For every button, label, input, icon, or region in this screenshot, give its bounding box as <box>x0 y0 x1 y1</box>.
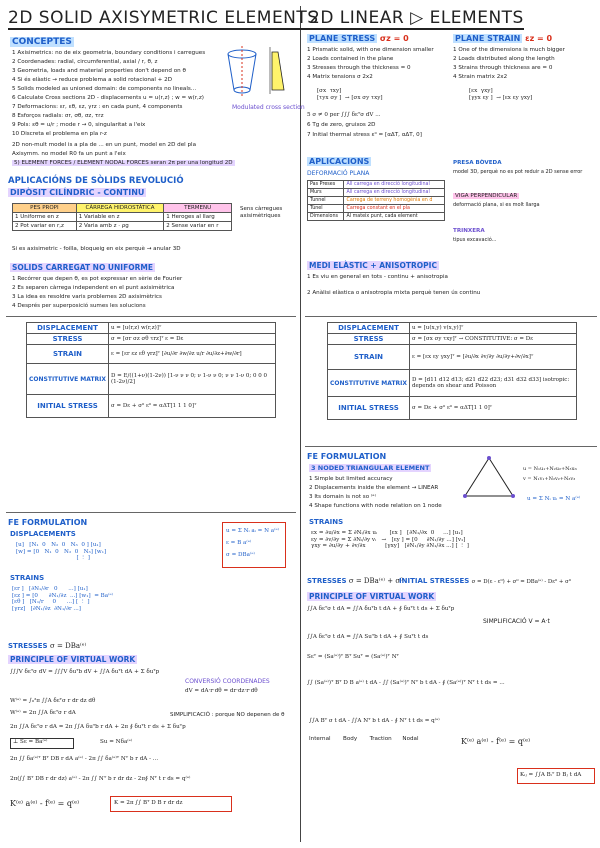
app-note: Si es axisimetric - foilla, bloqueig en eix perquè → anular 3D <box>12 246 181 252</box>
app-cell: 2 Pot variar en r,z <box>13 222 77 231</box>
section-rule <box>6 512 296 513</box>
row-key: DISPLACEMENT <box>328 323 410 334</box>
viga-line: VIGA PERPENDICULAR <box>455 193 518 199</box>
displacements-heading: DISPLACEMENTS <box>10 530 76 538</box>
tri-3: 3 Its domain is not so ⁽ᵉ⁾ <box>309 494 376 500</box>
apps-cell: Carrega constant en el pla <box>344 205 445 213</box>
row-val: σ = [σr σz σθ τrz]ᵀ ε = Dε <box>109 334 276 345</box>
concept-7: 7 Deformacions: εr, εθ, εz, γrz : en cada punt, 4 components <box>12 104 183 110</box>
presa-text: model 3D, perquè no es pot reduir a 2D sense error <box>453 169 583 175</box>
plane-stress-1: 1 Prismatic solid, with one dimension smaller <box>307 47 434 53</box>
pvw-heading: PRINCIPLE OF VIRTUAL WORK <box>10 655 136 664</box>
row-key: CONSTITUTIVE MATRIX <box>27 364 109 395</box>
app-header-1: PES PROPI <box>13 204 77 213</box>
plane-stress-heading: PLANE STRESS σz = 0 <box>309 34 409 43</box>
apps-cell: Al mateix punt, cada element <box>344 213 445 221</box>
apps-cell: All carrega en direcció longitudinal <box>344 181 445 189</box>
apps-cell: Túnel <box>308 205 344 213</box>
tri-eq: u = Σ Nᵢ uᵢ = N a⁽ᵉ⁾ <box>527 496 581 502</box>
pvw-expanded-1: W⁽ᵉ⁾ = ∫₀²π ∫∫A δεᵀσ r dr dz dθ <box>10 698 96 704</box>
stiffness-expansion-2: 2π(∫∫ Bᵀ DB r dr dz) a⁽ᵉ⁾ - 2π ∫∫ Nᵀ b r dr dz - 2π∮ Nᵀ t r ds = q⁽ᵉ⁾ <box>10 776 191 782</box>
stresses-line: STRESSES σ = DBa⁽ᵉ⁾ + σ⁰ <box>307 577 403 585</box>
strain-matrix: εx = ∂u/∂x = Σ ∂Nᵢ/∂x uᵢ [εx ] [∂N₁/∂x 0 ...] [u₁] εy = ∂v/∂y = Σ ∂Nᵢ/∂y vᵢ → [εy ] = [0 ∂N₁/∂y ...] [v₁] γxy = ∂u/∂y + ∂v/∂x [γxy] [∂N₁/∂y ∂N₁/∂x ...] [ ⋮ ] <box>311 530 469 549</box>
pvw-heading: PRINCIPLE OF VIRTUAL WORK <box>309 592 435 601</box>
section-rule <box>305 316 597 317</box>
pvw-r-2: Sεᵀ = (Sa⁽ᵉ⁾)ᵀ Bᵀ Suᵀ = (Sa⁽ᵉ⁾)ᵀ Nᵀ <box>307 654 399 660</box>
app-header-3: TERMENU <box>164 204 232 213</box>
pvw-expanded-2: W⁽ᵉ⁾ = 2π ∫∫A δεᵀσ r dA <box>10 710 76 716</box>
deposit-heading: DIPÒSIT CILÍNDRIC - CONTINU <box>10 188 145 197</box>
trinxera-text: tipus excavació... <box>453 237 497 243</box>
medi-1: 1 Es viu en general en tots - continu + anisotropia <box>307 274 448 280</box>
tri-interp-1: u = N₁u₁+N₂u₂+N₃u₃ <box>523 466 577 472</box>
tri-4: 4 Shape functions with node relation on 1 node <box>309 503 442 509</box>
concept-1: 1 Axisimetrics: no de eix geometria, boundary conditions i carregues <box>12 50 206 56</box>
apps-heading: APLICACIONS <box>309 157 370 166</box>
row-val: u = [u(r,z) w(r,z)]ᵀ <box>109 323 276 334</box>
plane-strain-heading: PLANE STRAIN εz = 0 <box>455 34 553 43</box>
strains-heading: STRAINS <box>309 518 344 526</box>
axisym-property-table <box>26 322 276 418</box>
stresses-heading: STRESSES σ = DBa⁽ᵉ⁾ <box>8 642 87 650</box>
row-key: STRAIN <box>27 345 109 364</box>
app-side-note: Sens càrregues axisimètriques <box>240 206 283 219</box>
final-eq: K⁽ᵉ⁾ a⁽ᵉ⁾ - f⁽ᵉ⁾ = q⁽ᵉ⁾ <box>10 799 80 808</box>
plane-stress-4: 4 Matrix tensions σ 2x2 <box>307 74 373 80</box>
app-header-2: CÀRREGA HIDROSTÀTICA <box>76 204 163 213</box>
pvw-eq: ∫∫∫V δεᵀσ dV = ∫∫∫V δuᵀb dV + ∫∫A δuᵀt dA + Σ δuᵀp <box>10 669 160 675</box>
concepts-heading: CONCEPTES <box>12 37 72 47</box>
section-rule <box>305 446 597 447</box>
strains-heading: STRAINS <box>10 574 45 582</box>
row-val: u = [u(x,y) v(x,y)]ᵀ <box>410 323 577 334</box>
apps-table <box>307 180 445 221</box>
section-rule <box>6 316 296 317</box>
strain-matrix: [εr ] [∂N₁/∂r 0 ...] [u₁] [εz ] = [0 ∂N₁/∂z ...] [w₁] = Ba⁽ᵉ⁾ [εθ ] [N₁/r 0 ...] [ ⋮ ] [γrz] [∂N₁/∂z ∂N₁/∂r ...] <box>12 586 114 612</box>
cyl-heading: CONVERSIÓ COORDENADES <box>185 678 270 685</box>
concept-8: 8 Esforços radials: σr, σθ, σz, τrz <box>12 113 104 119</box>
simplification-note: SIMPLIFICACIÓ : porque NO depenen de θ <box>170 712 285 718</box>
applications-table <box>12 203 232 231</box>
stress-note-6: 6 Tg de zero, gruixos 2D <box>307 122 376 128</box>
tri-heading: 3 NODED TRIANGULAR ELEMENT <box>311 464 430 472</box>
plane-stress-3: 3 Stresses through the thickness = 0 <box>307 65 411 71</box>
trinxera-line: TRINXERA <box>453 228 485 234</box>
solid-heading: SOLIDS CARREGAT NO UNIFORME <box>12 263 153 272</box>
medi-2: 2 Anàlisi elàstica o anisotropia mixta perquè tenen ús continu <box>307 290 481 296</box>
concept-9: 9 Pols: εθ = u/r ; mode r → 0, singularitat a l'eix <box>12 122 146 128</box>
row-val: D = [d11 d12 d13; d21 d22 d23; d31 d32 d33] isotropic: depends on shear and Poisson <box>410 370 577 397</box>
presa-line: PRESA BÒVEDA <box>453 160 502 166</box>
row-key: STRAIN <box>328 345 410 370</box>
linear-property-table <box>327 322 577 420</box>
stress-note-7: 7 Initial thermal stress ε⁰ = [αΔT, αΔT, 0] <box>307 132 422 138</box>
concept-4: 4 Si és elàstic → reduce problema a solid rotacional + 2D <box>12 77 173 83</box>
apps-cell: Dimensions <box>308 213 344 221</box>
left-title: 2D SOLID AXISYMETRIC ELEMENTS <box>8 8 319 28</box>
initial-stresses-line: INITIAL STRESSES σ = D(ε - ε⁰) + σ⁰ = DBa⁽ᵉ⁾ - Dε⁰ + σ⁰ <box>399 577 571 585</box>
pvw-r-4: ∫∫A Bᵀ σ t dA - ∫∫A Nᵀ b t dA - ∮ Nᵀ t t ds = q⁽ᵉ⁾ <box>309 718 440 724</box>
row-key: INITIAL STRESS <box>328 397 410 420</box>
row-key: INITIAL STRESS <box>27 395 109 418</box>
row-val: σ = [σx σy τxy]ᵀ → CONSTITUTIVE: σ = Dε <box>410 334 577 345</box>
stiffness-expansion: 2π ∫∫ δa⁽ᵉ⁾ᵀ Bᵀ DB r dA a⁽ᵉ⁾ - 2π ∫∫ δa⁽ᵉ⁾ᵀ Nᵀ b r dA - ... <box>10 756 159 762</box>
tri-interp-2: v = N₁v₁+N₂v₂+N₃v₃ <box>523 476 576 482</box>
concept-note-2: Axisymm. no model R0 fa un punt a l'eix <box>12 151 126 157</box>
app-cell: 2 Varia amb z · ρg <box>76 222 163 231</box>
displacement-matrix: [u] [N₁ 0 N₂ 0 N₃ 0 ] [u₁] [w] = [0 N₁ 0 N₂ 0 N₃] [w₁] [ ⋮ ] <box>16 542 107 561</box>
apps-cell: Pas Preses <box>308 181 344 189</box>
concept-10: 10 Discreta el problema en pla r-z <box>12 131 107 137</box>
solid-line-1: 1 Recórrer que depen θ, es pot expressar en sèrie de Fourier <box>12 276 183 282</box>
right-title: 2D LINEAR ▷ ELEMENTS <box>309 8 524 28</box>
row-val: D = E/((1+ν)(1-2ν)) [1-ν ν ν 0; ν 1-ν ν 0; ν ν 1-ν 0; 0 0 0 (1-2ν)/2] <box>109 364 276 395</box>
row-val: σ = Dε + σ⁰ ε⁰ = αΔT[1 1 1 0]ᵀ <box>109 395 276 418</box>
stress-relation: 5 σ ≠ 0 per ∫∫∫ δεᵀσ dV ... <box>307 112 381 118</box>
row-key: DISPLACEMENT <box>27 323 109 334</box>
row-key: STRESS <box>328 334 410 345</box>
row-key: STRESS <box>27 334 109 345</box>
tri-1: 1 Simple but limited accuracy <box>309 476 393 482</box>
row-val: ε = [εx εy γxy]ᵀ = [∂u/∂x ∂v/∂y ∂u/∂y+∂v/∂x]ᵀ <box>410 345 577 370</box>
medi-heading: MEDI ELÀSTIC + ANISOTROPIC <box>309 261 437 270</box>
apps-cell: Carrega de terreny homogènia en d <box>344 197 445 205</box>
triangle-element-sketch <box>459 452 519 502</box>
row-val: σ = Dε + σ⁰ ε⁰ = αΔT[1 1 0]ᵀ <box>410 397 577 420</box>
concept-note-1: 2D non-mult model is a pla de ... en un punt, model en 2D del pla <box>12 142 197 148</box>
concept-6: 6 Calculate Cross sections 2D - displacements u = u(r,z) ; w = w(r,z) <box>12 95 204 101</box>
final-eq: K⁽ᵉ⁾ a⁽ᵉ⁾ - f⁽ᵉ⁾ = q⁽ᵉ⁾ <box>461 737 531 746</box>
plane-stress-2: 2 Loads contained in the plane <box>307 56 394 62</box>
concept-5: 5 Solids modeled as unioned domain: de components no lineals... <box>12 86 197 92</box>
pvw-eq: ∫∫A δεᵀσ t dA = ∫∫A δuᵀb t dA + ∮ δuᵀt t ds + Σ δuᵀp <box>307 606 455 612</box>
viga-text: deformació plana, si es molt llarga <box>453 202 540 208</box>
sketch-label: Modulated cross section <box>232 104 305 111</box>
plane-strain-3: 3 Strains through thickness are = 0 <box>453 65 553 71</box>
stress-eq: σ = DBa⁽ᵉ⁾ <box>226 552 255 558</box>
concept-2: 2 Coordenades: radial, circumferential, axial / r, θ, z <box>12 59 158 65</box>
concept-3: 3 Geometria, loads and material properties don't depend on θ <box>12 68 186 74</box>
concept-note-3: 5) ELEMENT FORCES / ELEMENT NODAL FORCES seran 2π per una longitud 2D <box>14 160 233 166</box>
apps-sub: DEFORMACIÓ PLANA <box>307 170 370 177</box>
pvw-r-1: ∫∫A δεᵀσ t dA = ∫∫A Suᵀb t dA + ∮ Suᵀt t ds <box>307 634 429 640</box>
app-cell: 1 Uniforme en z <box>13 213 77 222</box>
k-eq: K = 2π ∫∫ Bᵀ D B r dr dz <box>114 800 183 806</box>
solid-line-3: 3 La idea es resoldre varis problemes 2D axisimètrics <box>12 294 162 300</box>
plane-strain-4: 4 Strain matrix 2x2 <box>453 74 508 80</box>
ka-eq: ⊥ Sε = Ba⁽ᵉ⁾ <box>13 739 48 745</box>
app-cell: 2 Sense variar en r <box>164 222 232 231</box>
pvw-labels: Internal Body Traction Nodal <box>309 736 419 742</box>
pvw-expanded-3: 2π ∫∫A δεᵀσ r dA = 2π ∫∫A δuᵀb r dA + 2π ∮ δuᵀt r ds + Σ δuᵀp <box>10 724 186 730</box>
disp-eq: u = Σ Nᵢ aᵢ = N a⁽ᵉ⁾ <box>226 528 280 534</box>
solid-line-2: 2 Es separen càrrega independent en el punt axisimètrica <box>12 285 175 291</box>
tri-2: 2 Displacements inside the element → LINEAR <box>309 485 439 491</box>
k-eq: Kᵢⱼ = ∫∫A Bᵢᵀ D Bⱼ t dA <box>520 772 582 778</box>
strain-2x2: [εx γxy] [γyx εy ] → [εx εy γxy] <box>469 88 533 101</box>
stress-2x2: [σx τxy] [τyx σy ] → [σx σy τxy] <box>317 88 383 101</box>
solid-line-4: 4 Després per superposició sumes les solucions <box>12 303 146 309</box>
fe-heading: FE FORMULATION <box>8 518 88 527</box>
simplification-note: SIMPLIFICACIÓ V = A·t <box>483 618 550 625</box>
apps-cell: All carrega en direcció longitudinal <box>344 189 445 197</box>
app-cell: 1 Variable en z <box>76 213 163 222</box>
applications-heading: APLICACIÓNS DE SÒLIDS REVOLUCIÓ <box>8 176 184 186</box>
apps-cell: Tunnel <box>308 197 344 205</box>
app-cell: 1 Heroges al llarg <box>164 213 232 222</box>
strain-eq: ε = B a⁽ᵉ⁾ <box>226 540 252 546</box>
su-eq: Su = Nδa⁽ᵉ⁾ <box>100 739 133 745</box>
plane-strain-2: 2 Loads distributed along the length <box>453 56 555 62</box>
row-key: CONSTITUTIVE MATRIX <box>328 370 410 397</box>
apps-cell: Murs <box>308 189 344 197</box>
cyl-eq: dV = dA·r·dθ = dr·dz·r·dθ <box>185 688 258 694</box>
pvw-r-3: ∫∫ (Sa⁽ᵉ⁾)ᵀ Bᵀ D B a⁽ᵉ⁾ t dA - ∫∫ (Sa⁽ᵉ⁾)ᵀ Nᵀ b t dA - ∮ (Sa⁽ᵉ⁾)ᵀ Nᵀ t t ds = ... <box>307 680 505 686</box>
right-column <box>301 0 600 848</box>
row-val: ε = [εr εz εθ γrz]ᵀ [∂u/∂r ∂w/∂z u/r ∂u/∂z+∂w/∂r] <box>109 345 276 364</box>
fe-heading: FE FORMULATION <box>307 452 387 461</box>
plane-strain-1: 1 One of the dimensions is much bigger <box>453 47 565 53</box>
